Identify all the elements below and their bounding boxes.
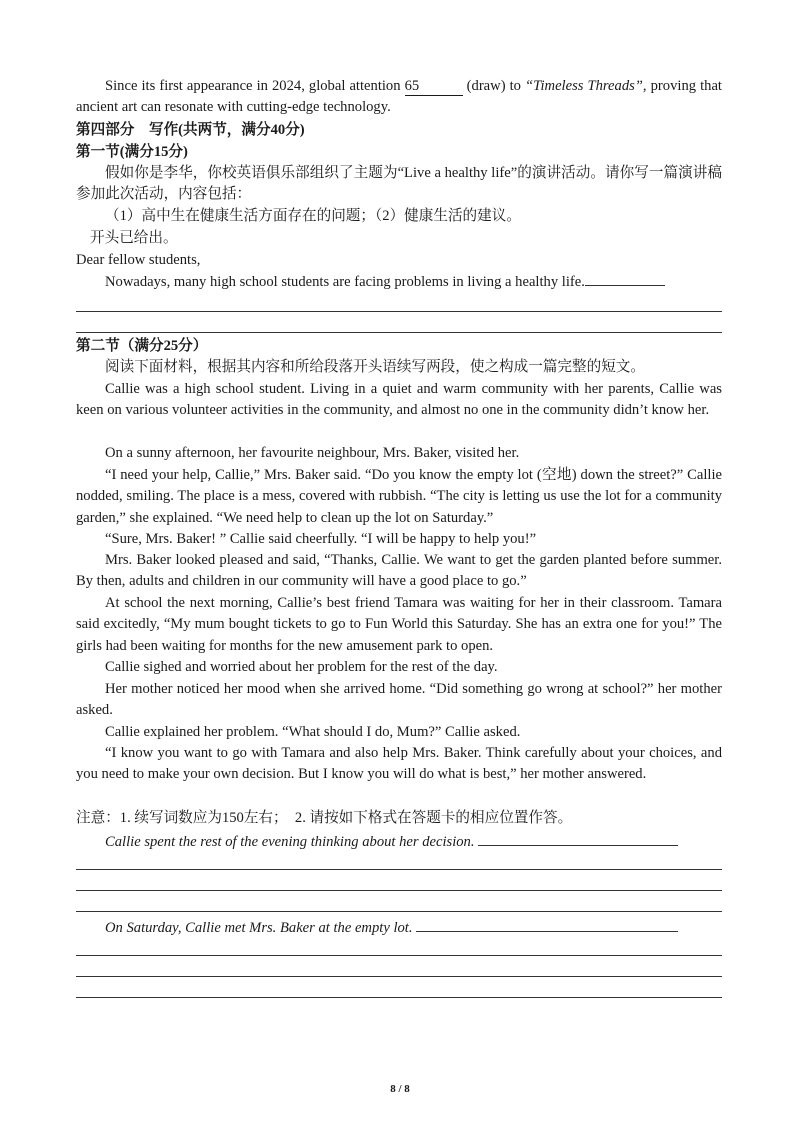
writing-notice: 注意：1. 续写词数应为150左右； 2. 请按如下格式在答题卡的相应位置作答。 xyxy=(76,810,573,826)
continuation-para2 xyxy=(76,917,722,939)
opening-sentence: Nowadays, many high school students are facing problems in living a healthy life. xyxy=(105,274,585,290)
story-paragraph: Mrs. Baker looked pleased and said, “Thanks, Callie. We want to get the garden planted before summer. By then, adults and children in our community will have a good place to go.” xyxy=(76,552,722,590)
opening-line xyxy=(76,271,722,293)
answer-line[interactable] xyxy=(76,955,722,956)
section1-prompt: 假如你是李华，你校英语俱乐部组织了主题为“Live a healthy life”的演讲活动。请你写一篇演讲稿参加此次活动，内容包括： xyxy=(76,165,722,203)
para1-opening: Callie spent the rest of the evening thinking about her decision. xyxy=(105,834,475,850)
item-text: Since its first appearance in 2024, global attention xyxy=(105,78,405,94)
answer-line[interactable] xyxy=(76,997,722,998)
item-title: “Timeless Threads” xyxy=(525,78,643,94)
item-text-end: , proving that ancient art can resonate with cutting-edge technology. xyxy=(76,78,722,116)
answer-line-tail[interactable] xyxy=(585,271,665,286)
story-paragraph: “I need your help, Callie,” Mrs. Baker said. “Do you know the empty lot (空地) down the street?” Callie nodded, smiling. The place is a mess, covered with rubbish. “The city is letting us use the lot for a community garden,” she explained. “We need help to clean up the lot on Saturday.” xyxy=(76,467,722,526)
answer-line[interactable] xyxy=(76,869,722,870)
answer-line[interactable] xyxy=(76,311,722,312)
para2-opening: On Saturday, Callie met Mrs. Baker at the empty lot. xyxy=(105,920,413,936)
section2-instruction: 阅读下面材料，根据其内容和所给段落开头语续写两段，使之构成一篇完整的短文。 xyxy=(105,359,645,375)
story-paragraph: “I know you want to go with Tamara and also help Mrs. Baker. Think carefully about your choices, and you need to make your own decision. But I know you will do what is best,” her mother answered. xyxy=(76,745,722,783)
blank-number: 65 xyxy=(404,78,420,94)
story-paragraph: “Sure, Mrs. Baker! ” Callie said cheerfully. “I will be happy to help you!” xyxy=(105,531,537,547)
section1-points: （1）高中生在健康生活方面存在的问题；（2）健康生活的建议。 xyxy=(105,208,521,224)
story-paragraph: Her mother noticed her mood when she arrived home. “Did something go wrong at school?” her mother asked. xyxy=(76,681,722,719)
page-number: 8 / 8 xyxy=(390,1083,410,1095)
story-paragraph: Callie was a high school student. Living in a quiet and warm community with her parents, Callie was keen on various volunteer activities in the community, and almost no one in the community didn’t know her. xyxy=(76,381,722,419)
greeting: Dear fellow students, xyxy=(76,252,201,268)
answer-line-tail[interactable] xyxy=(478,831,678,846)
story-paragraph: On a sunny afternoon, her favourite neighbour, Mrs. Baker, visited her. xyxy=(105,445,520,461)
part4-heading: 第四部分 写作(共两节，满分40分) xyxy=(76,122,305,138)
answer-line[interactable] xyxy=(76,911,722,912)
answer-blank-65[interactable] xyxy=(405,77,463,96)
story-paragraph: Callie explained her problem. “What should I do, Mum?” Callie asked. xyxy=(105,724,521,740)
answer-line[interactable] xyxy=(76,332,722,333)
item-hint: (draw) to xyxy=(462,78,526,94)
answer-line-tail[interactable] xyxy=(416,917,678,932)
answer-line[interactable] xyxy=(76,976,722,977)
answer-line[interactable] xyxy=(76,890,722,891)
section1-note: 开头已给出。 xyxy=(90,230,178,246)
continuation-para1 xyxy=(76,831,722,853)
section1-heading: 第一节(满分15分) xyxy=(76,144,188,160)
story-paragraph: Callie sighed and worried about her problem for the rest of the day. xyxy=(105,659,498,675)
fill-blank-item xyxy=(76,76,722,119)
story-paragraph: At school the next morning, Callie’s best friend Tamara was waiting for her in their classroom. Tamara said excitedly, “My mum bought tickets to go to Fun World this Saturday. She has an extra one for you!” The girls had been waiting for months for the new amusement park to open. xyxy=(76,595,722,654)
section2-heading: 第二节（满分25分） xyxy=(76,338,208,354)
